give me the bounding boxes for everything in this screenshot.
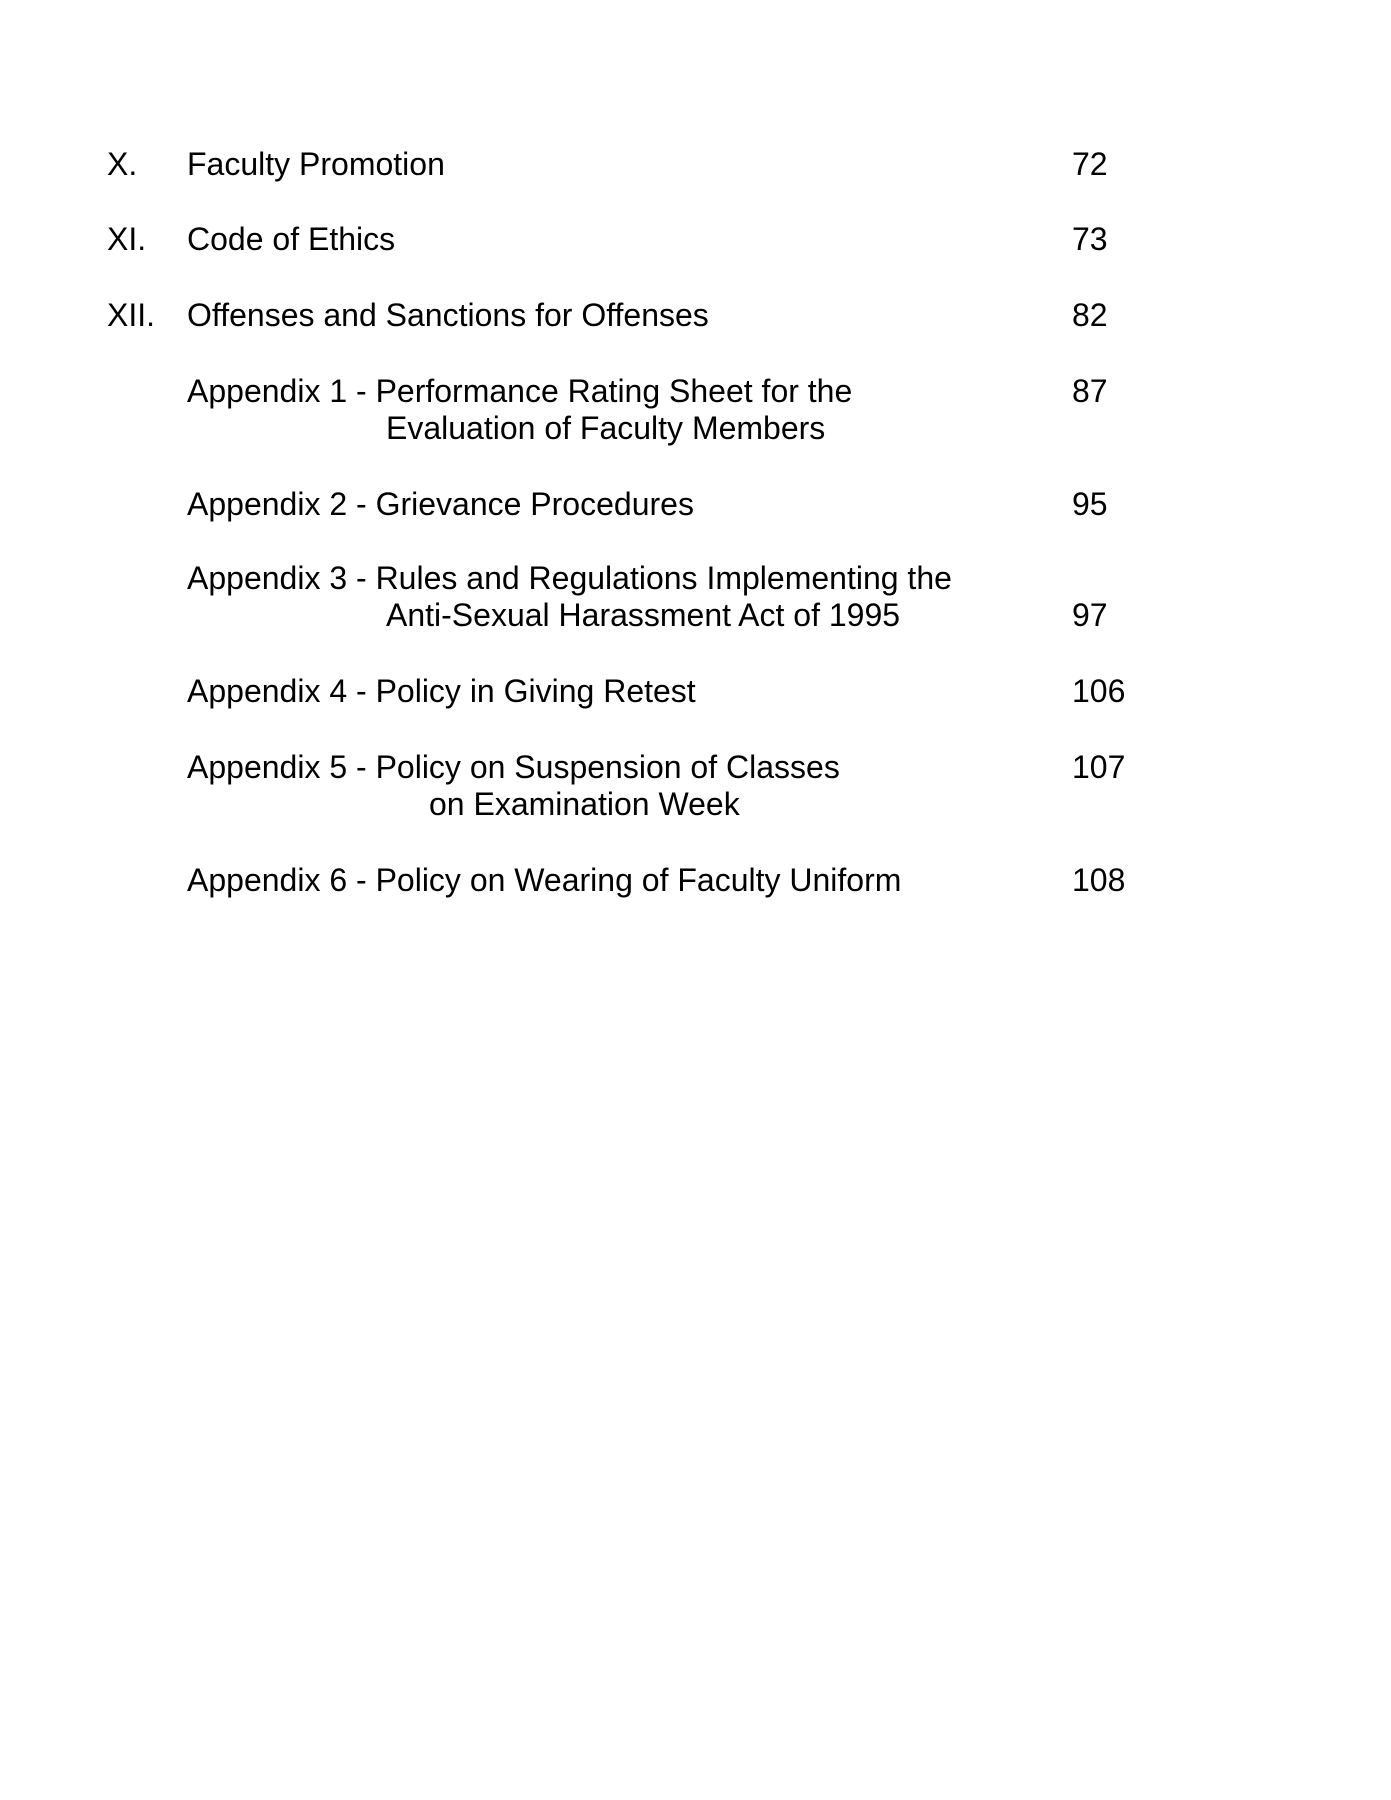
toc-page: 82 xyxy=(1072,297,1108,333)
toc-number: X. xyxy=(107,146,138,182)
toc-number: XII. xyxy=(107,297,156,333)
toc-page: 107 xyxy=(1072,749,1126,785)
toc-title: Appendix 4 - Policy in Giving Retest xyxy=(187,673,696,709)
toc-title: Appendix 5 - Policy on Suspension of Classes xyxy=(187,749,840,785)
toc-title-continuation: on Examination Week xyxy=(429,786,740,822)
toc-number: XI. xyxy=(107,221,147,257)
toc-page: 87 xyxy=(1072,373,1108,409)
toc-page: 73 xyxy=(1072,221,1108,257)
toc-title: Code of Ethics xyxy=(187,221,396,257)
toc-page: 95 xyxy=(1072,486,1108,522)
toc-page: 72 xyxy=(1072,146,1108,182)
toc-page: 108 xyxy=(1072,862,1126,898)
toc-title: Appendix 6 - Policy on Wearing of Faculty Uniform xyxy=(187,862,902,898)
toc-title-continuation: Evaluation of Faculty Members xyxy=(386,410,826,446)
toc-title: Faculty Promotion xyxy=(187,146,445,182)
toc-page: 97 xyxy=(1072,597,1108,633)
toc-title: Offenses and Sanctions for Offenses xyxy=(187,297,709,333)
toc-title-continuation: Anti-Sexual Harassment Act of 1995 xyxy=(386,597,901,633)
toc-title: Appendix 1 - Performance Rating Sheet for the xyxy=(187,373,853,409)
toc-title: Appendix 3 - Rules and Regulations Implementing the xyxy=(187,560,952,596)
toc-page: 106 xyxy=(1072,673,1126,709)
toc-title: Appendix 2 - Grievance Procedures xyxy=(187,486,694,522)
